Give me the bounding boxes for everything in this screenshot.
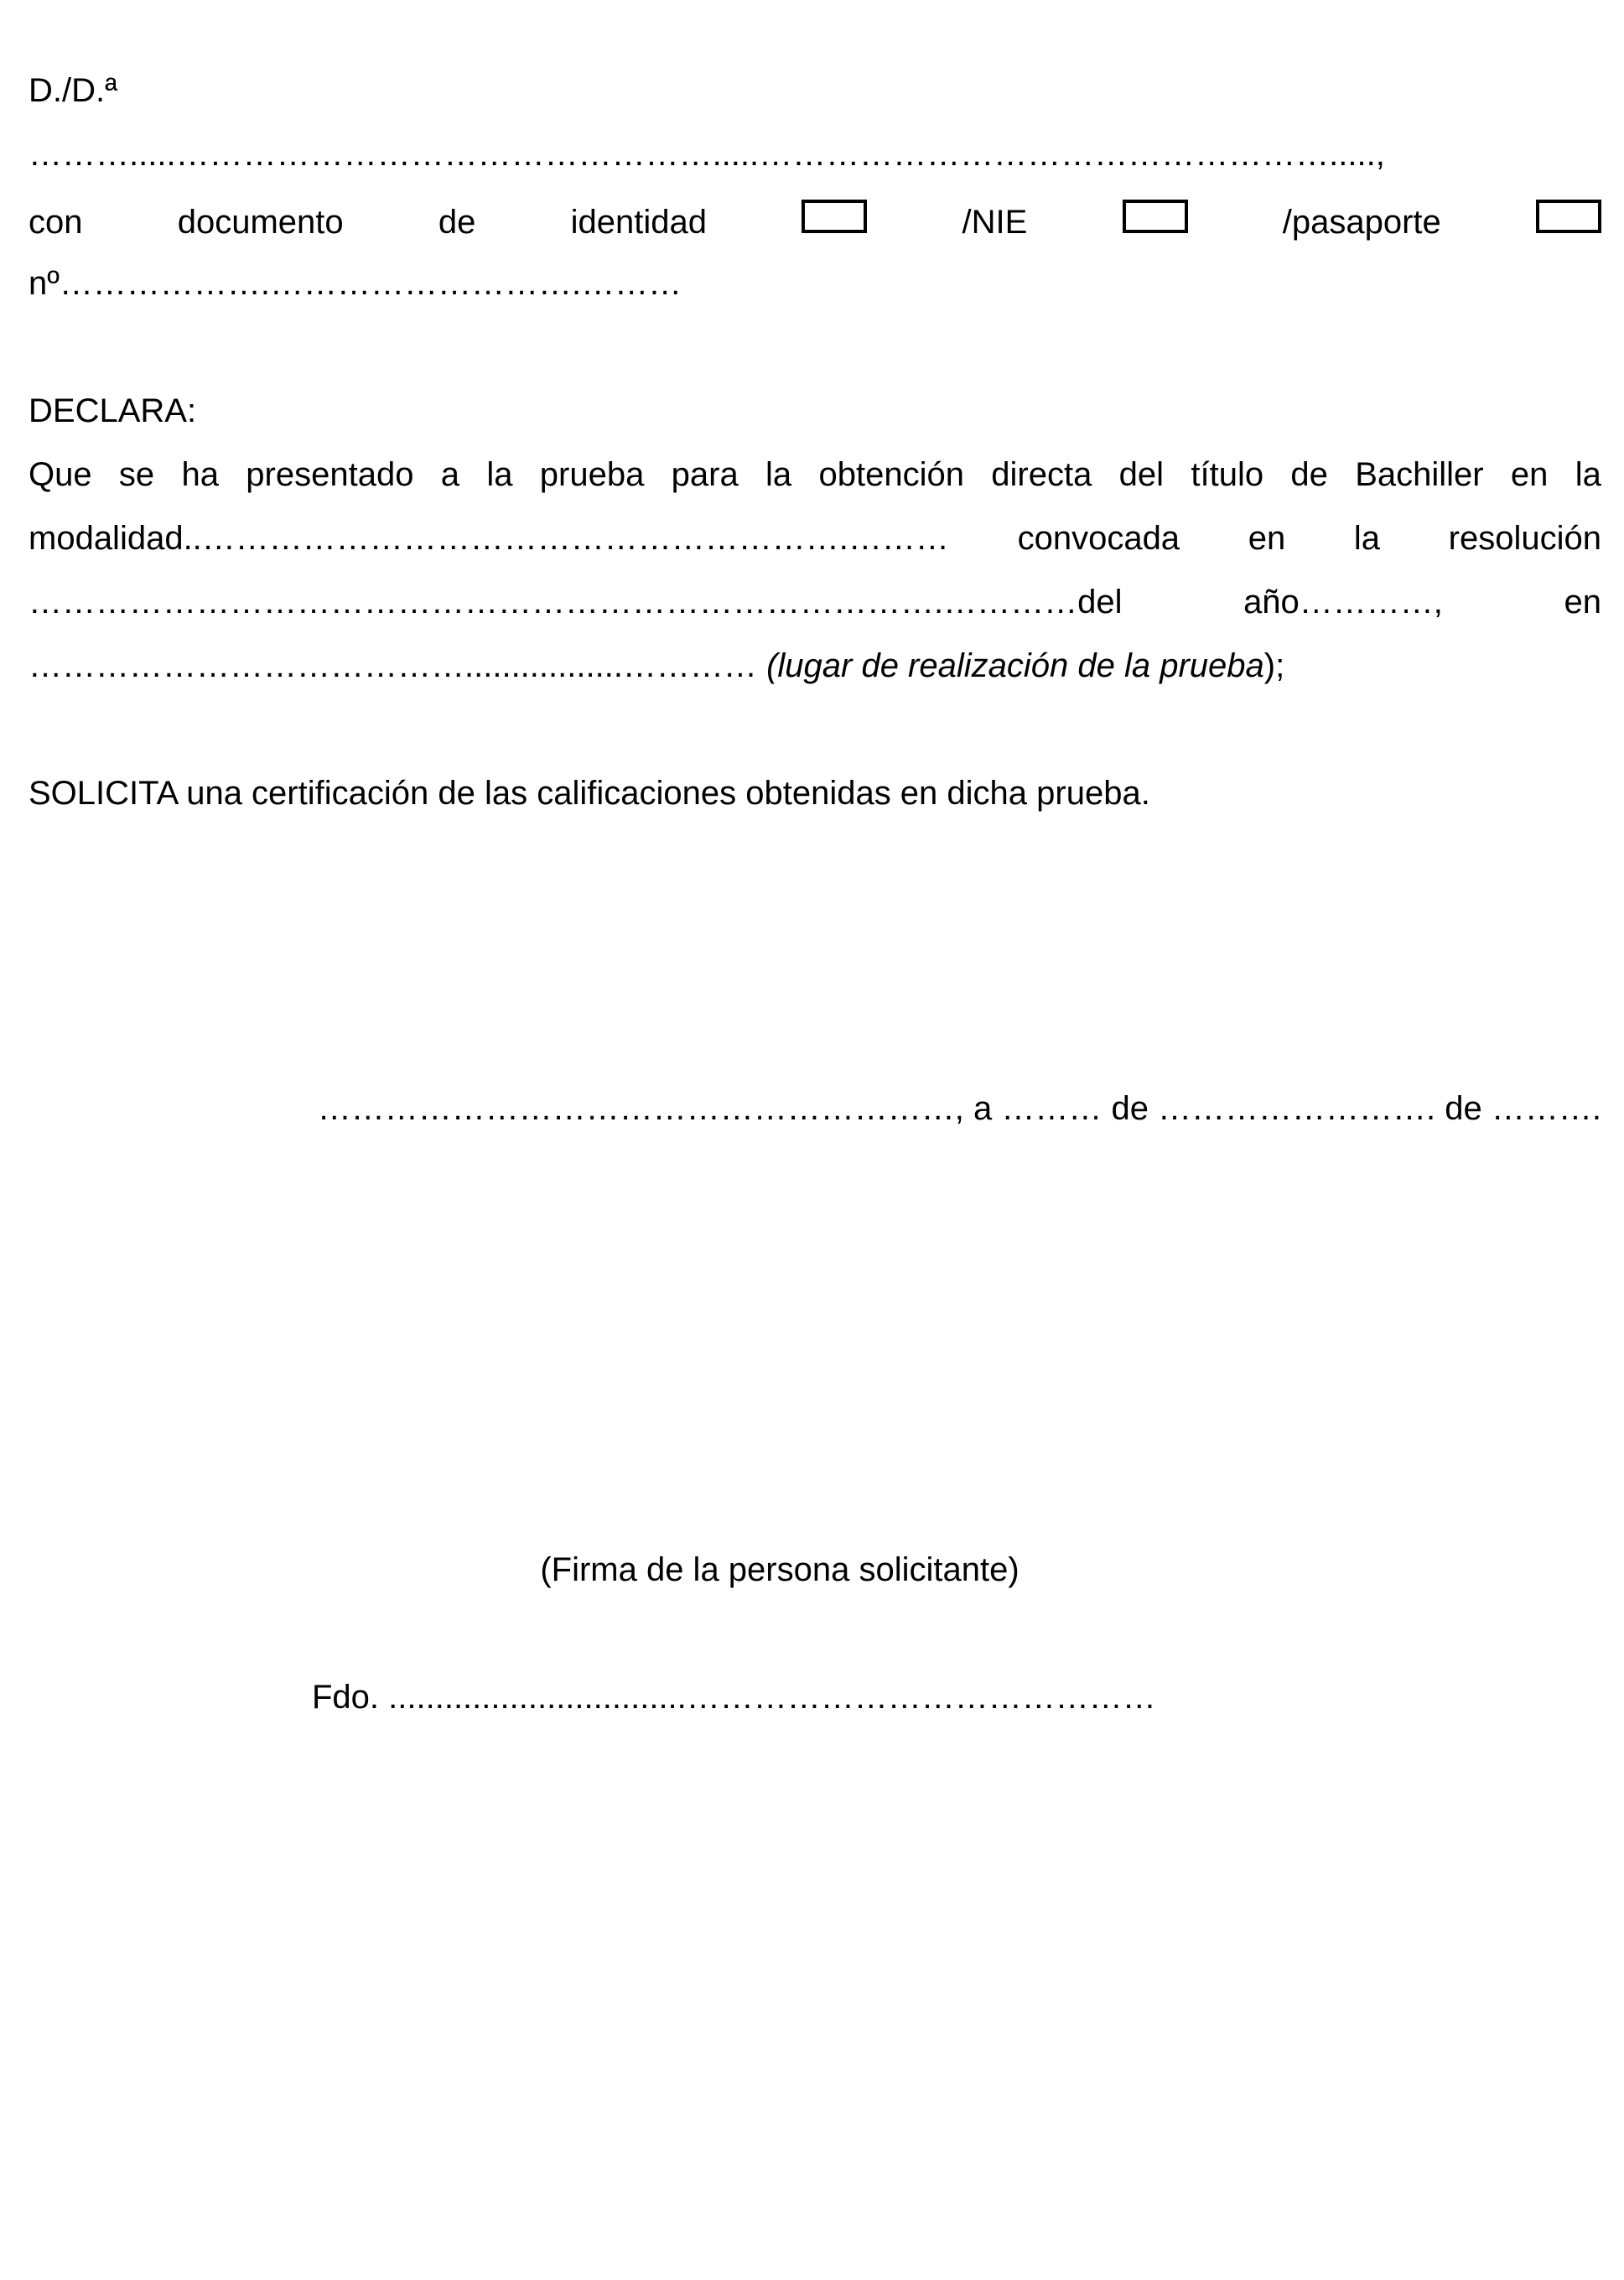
name-field-line[interactable]: ……….....………………………………………….....……………………………………………....., — [29, 136, 1385, 173]
text-word: la — [1575, 456, 1601, 493]
text-word: título — [1191, 456, 1264, 493]
text-word: presentado — [246, 456, 414, 493]
text-word: prueba — [539, 456, 645, 493]
text-word: ha — [181, 456, 219, 493]
identity-word: con — [29, 204, 83, 241]
name-label: D./D.ª — [29, 72, 117, 109]
solicita-text: SOLICITA una certificación de las calificaciones obtenidas en dicha prueba. — [29, 775, 1150, 812]
passport-checkbox[interactable] — [1536, 200, 1601, 233]
identity-word: identidad — [570, 204, 707, 241]
year-field[interactable]: año…………, — [1243, 584, 1443, 621]
signed-by-line[interactable]: Fdo. ................................…………………………………… — [312, 1679, 1156, 1716]
text-word: la — [486, 456, 513, 493]
declara-line-4 — [29, 646, 1601, 686]
document-number-field-line[interactable]: nº……………….……………………….……… — [29, 265, 682, 302]
text-word: la — [1353, 520, 1381, 557]
text-word: convocada — [1017, 520, 1180, 557]
modalidad-field[interactable]: modalidad..………………………………………………….……… — [29, 520, 949, 557]
text-word: en — [1510, 456, 1549, 493]
text-word: en — [1248, 520, 1286, 557]
dni-checkbox[interactable] — [802, 200, 867, 233]
text-word: a — [440, 456, 460, 493]
exam-place-hint: (lugar de realización de la prueba — [766, 647, 1264, 684]
text-word: directa — [991, 456, 1092, 493]
identity-row — [29, 200, 1601, 242]
place-date-line[interactable]: …………………………………………………, a ……… de ……………………. de ………. — [317, 1090, 1601, 1127]
text-punctuation: ); — [1263, 647, 1285, 684]
nie-checkbox[interactable] — [1123, 200, 1188, 233]
declara-line-1 — [29, 454, 1601, 495]
text-word: de — [1290, 456, 1328, 493]
text-word: para — [671, 456, 739, 493]
signature-caption: (Firma de la persona solicitante) — [540, 1551, 1020, 1588]
identity-word: de — [438, 204, 476, 241]
text-word: resolución — [1448, 520, 1601, 557]
text-word: se — [118, 456, 155, 493]
nie-label: /NIE — [962, 204, 1028, 241]
text-word: obtención — [818, 456, 964, 493]
declara-line-3 — [29, 582, 1601, 622]
text-word: en — [1564, 584, 1601, 621]
passport-label: /pasaporte — [1282, 204, 1441, 241]
exam-place-field[interactable]: ………………………………….................………… — [29, 647, 757, 684]
declara-heading: DECLARA: — [29, 392, 197, 429]
declara-line-2 — [29, 518, 1601, 558]
text-word: la — [765, 456, 792, 493]
text-word: del — [1118, 456, 1165, 493]
text-word: Que — [29, 456, 92, 493]
text-word: Bachiller — [1355, 456, 1484, 493]
resolution-field[interactable]: ……………………………………………………………………….…………del — [29, 584, 1123, 621]
identity-word: documento — [177, 204, 344, 241]
